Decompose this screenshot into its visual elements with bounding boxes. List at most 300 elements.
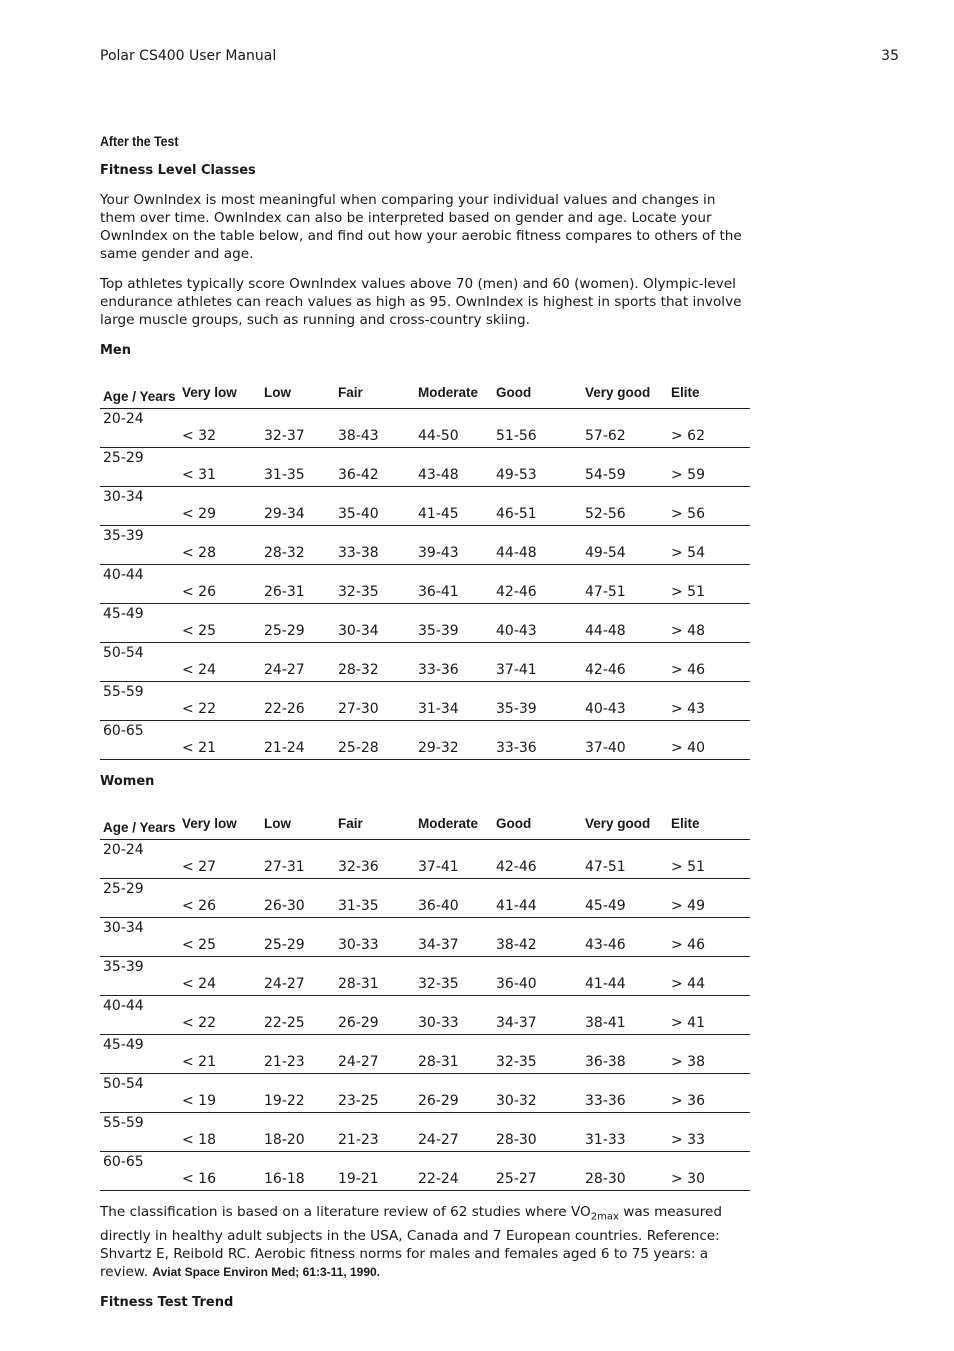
- score-value: 32-37: [264, 428, 305, 444]
- score-cell: [671, 409, 750, 448]
- score-value: > 51: [671, 859, 705, 875]
- score-cell: [338, 448, 418, 487]
- paragraph-ownindex-meaning: Your OwnIndex is most meaningful when comparing your individual values and changes in them over time. OwnIndex can also be interpreted based on gender and age. Locate your OwnIndex on the table below, and find out how your aerobic fitness compares to others of the same gender and age.: [100, 192, 742, 262]
- column-header: Very low: [182, 813, 264, 840]
- score-cell: [182, 996, 264, 1035]
- column-header: Fair: [338, 813, 418, 840]
- score-cell: [585, 1113, 671, 1152]
- score-cell: [264, 1113, 338, 1152]
- score-value: < 22: [182, 701, 216, 717]
- score-cell: [496, 448, 585, 487]
- score-value: 40-43: [585, 701, 626, 717]
- score-cell: [585, 682, 671, 721]
- score-value: 21-23: [264, 1054, 305, 1070]
- score-cell: [496, 957, 585, 996]
- score-cell: [671, 918, 750, 957]
- score-value: > 54: [671, 545, 705, 561]
- score-value: 30-34: [338, 623, 379, 639]
- score-value: 44-48: [496, 545, 537, 561]
- score-cell: [585, 1152, 671, 1191]
- score-value: 28-32: [264, 545, 305, 561]
- score-cell: [418, 409, 496, 448]
- score-value: 36-42: [338, 467, 379, 483]
- score-value: < 21: [182, 1054, 216, 1070]
- score-cell: [338, 879, 418, 918]
- score-value: 33-36: [418, 662, 459, 678]
- age-range-cell: 60-65: [100, 721, 182, 760]
- score-cell: [585, 957, 671, 996]
- score-cell: [671, 957, 750, 996]
- score-value: < 32: [182, 428, 216, 444]
- score-cell: [264, 565, 338, 604]
- score-cell: [671, 996, 750, 1035]
- score-cell: [338, 409, 418, 448]
- score-value: 44-48: [585, 623, 626, 639]
- score-cell: [182, 682, 264, 721]
- score-cell: [585, 1074, 671, 1113]
- score-cell: [585, 721, 671, 760]
- score-cell: [585, 879, 671, 918]
- score-value: < 25: [182, 937, 216, 953]
- score-value: 35-40: [338, 506, 379, 522]
- table-row: [100, 487, 750, 526]
- score-cell: [496, 409, 585, 448]
- score-value: 30-33: [418, 1015, 459, 1031]
- score-cell: [585, 487, 671, 526]
- score-cell: [418, 682, 496, 721]
- table-row: [100, 448, 750, 487]
- score-value: < 28: [182, 545, 216, 561]
- score-cell: [585, 1035, 671, 1074]
- score-cell: [264, 721, 338, 760]
- score-cell: [496, 565, 585, 604]
- score-cell: [338, 721, 418, 760]
- score-value: < 19: [182, 1093, 216, 1109]
- score-cell: [338, 487, 418, 526]
- age-range-cell: 55-59: [100, 682, 182, 721]
- score-cell: [418, 918, 496, 957]
- score-value: 31-35: [264, 467, 305, 483]
- table-row: [100, 840, 750, 879]
- score-value: 47-51: [585, 584, 626, 600]
- score-value: 42-46: [496, 859, 537, 875]
- table-row: [100, 643, 750, 682]
- score-cell: [496, 1113, 585, 1152]
- score-value: 24-27: [338, 1054, 379, 1070]
- score-value: 36-41: [418, 584, 459, 600]
- score-cell: [418, 643, 496, 682]
- age-range-cell: 30-34: [100, 918, 182, 957]
- score-cell: [418, 1113, 496, 1152]
- age-range-cell: 25-29: [100, 448, 182, 487]
- paragraph-top-athletes: Top athletes typically score OwnIndex values above 70 (men) and 60 (women). Olympic-level endurance athletes can reach values as high as 95. OwnIndex is highest in sports that involve large muscle groups, such as running and cross-country skiing.: [100, 276, 742, 328]
- score-cell: [671, 1074, 750, 1113]
- score-value: 26-29: [338, 1015, 379, 1031]
- table-row: [100, 879, 750, 918]
- score-value: > 59: [671, 467, 705, 483]
- score-cell: [182, 448, 264, 487]
- score-cell: [182, 487, 264, 526]
- score-cell: [338, 1152, 418, 1191]
- score-value: 57-62: [585, 428, 626, 444]
- age-range-cell: 40-44: [100, 565, 182, 604]
- table-row: [100, 526, 750, 565]
- column-header: Age / Years: [100, 382, 182, 409]
- score-cell: [496, 1035, 585, 1074]
- table-row: [100, 1113, 750, 1152]
- score-value: 26-31: [264, 584, 305, 600]
- column-header: Very good: [585, 813, 671, 840]
- age-range-cell: 45-49: [100, 1035, 182, 1074]
- score-value: < 27: [182, 859, 216, 875]
- score-value: 23-25: [338, 1093, 379, 1109]
- score-cell: [671, 526, 750, 565]
- score-value: 37-41: [496, 662, 537, 678]
- age-range-cell: 30-34: [100, 487, 182, 526]
- column-header: Age / Years: [100, 813, 182, 840]
- column-header: Moderate: [418, 813, 496, 840]
- score-cell: [585, 526, 671, 565]
- score-cell: [182, 409, 264, 448]
- page-content: [100, 133, 750, 1310]
- score-value: 41-44: [585, 976, 626, 992]
- score-cell: [496, 604, 585, 643]
- score-cell: [182, 721, 264, 760]
- score-value: < 22: [182, 1015, 216, 1031]
- score-value: 42-46: [496, 584, 537, 600]
- classification-note: [100, 1203, 750, 1281]
- score-value: 31-34: [418, 701, 459, 717]
- column-header: Good: [496, 382, 585, 409]
- score-value: < 26: [182, 584, 216, 600]
- score-value: 32-36: [338, 859, 379, 875]
- table-row: [100, 721, 750, 760]
- score-cell: [496, 1074, 585, 1113]
- score-cell: [182, 1074, 264, 1113]
- score-value: > 43: [671, 701, 705, 717]
- score-cell: [418, 526, 496, 565]
- score-value: 33-36: [496, 740, 537, 756]
- score-value: 40-43: [496, 623, 537, 639]
- score-value: 24-27: [264, 662, 305, 678]
- score-cell: [496, 487, 585, 526]
- score-value: 38-41: [585, 1015, 626, 1031]
- score-value: 29-34: [264, 506, 305, 522]
- score-value: > 56: [671, 506, 705, 522]
- score-cell: [418, 448, 496, 487]
- score-value: 49-54: [585, 545, 626, 561]
- table-row: [100, 1074, 750, 1113]
- score-value: 35-39: [418, 623, 459, 639]
- score-value: < 25: [182, 623, 216, 639]
- score-cell: [182, 879, 264, 918]
- score-cell: [418, 996, 496, 1035]
- score-value: 26-29: [418, 1093, 459, 1109]
- score-cell: [671, 840, 750, 879]
- score-value: 19-21: [338, 1171, 379, 1187]
- score-cell: [418, 879, 496, 918]
- score-value: > 51: [671, 584, 705, 600]
- score-value: 24-27: [264, 976, 305, 992]
- score-value: 35-39: [496, 701, 537, 717]
- score-cell: [264, 682, 338, 721]
- score-cell: [182, 604, 264, 643]
- score-cell: [496, 643, 585, 682]
- age-range-cell: 35-39: [100, 957, 182, 996]
- score-value: 36-38: [585, 1054, 626, 1070]
- column-header: Very low: [182, 382, 264, 409]
- score-value: 28-30: [585, 1171, 626, 1187]
- score-cell: [418, 840, 496, 879]
- score-cell: [182, 1035, 264, 1074]
- column-header: Fair: [338, 382, 418, 409]
- score-cell: [338, 565, 418, 604]
- score-cell: [264, 996, 338, 1035]
- score-cell: [264, 643, 338, 682]
- score-cell: [338, 918, 418, 957]
- score-value: 31-33: [585, 1132, 626, 1148]
- score-value: 28-30: [496, 1132, 537, 1148]
- score-cell: [264, 840, 338, 879]
- table-row: [100, 918, 750, 957]
- score-value: 47-51: [585, 859, 626, 875]
- score-value: > 33: [671, 1132, 705, 1148]
- score-cell: [182, 1152, 264, 1191]
- score-value: 51-56: [496, 428, 537, 444]
- score-cell: [418, 1074, 496, 1113]
- score-cell: [338, 1113, 418, 1152]
- score-value: > 62: [671, 428, 705, 444]
- score-value: > 46: [671, 662, 705, 678]
- score-cell: [671, 604, 750, 643]
- score-value: 21-23: [338, 1132, 379, 1148]
- score-value: 29-32: [418, 740, 459, 756]
- score-value: 31-35: [338, 898, 379, 914]
- score-value: 25-29: [264, 623, 305, 639]
- score-value: 34-37: [496, 1015, 537, 1031]
- score-value: 25-27: [496, 1171, 537, 1187]
- score-cell: [671, 1152, 750, 1191]
- score-cell: [264, 1152, 338, 1191]
- score-value: 52-56: [585, 506, 626, 522]
- score-cell: [585, 604, 671, 643]
- score-value: 25-28: [338, 740, 379, 756]
- score-value: 22-26: [264, 701, 305, 717]
- score-value: 30-32: [496, 1093, 537, 1109]
- score-value: < 21: [182, 740, 216, 756]
- score-value: 16-18: [264, 1171, 305, 1187]
- note-text-before: The classification is based on a literature review of 62 studies where VO: [100, 1204, 591, 1220]
- score-value: 34-37: [418, 937, 459, 953]
- men-fitness-table: [100, 382, 750, 760]
- score-cell: [671, 1113, 750, 1152]
- score-cell: [264, 409, 338, 448]
- score-value: 33-38: [338, 545, 379, 561]
- score-cell: [671, 487, 750, 526]
- score-value: 25-29: [264, 937, 305, 953]
- score-value: > 38: [671, 1054, 705, 1070]
- score-cell: [264, 1035, 338, 1074]
- score-value: < 29: [182, 506, 216, 522]
- score-cell: [671, 879, 750, 918]
- score-value: 41-45: [418, 506, 459, 522]
- table-row: [100, 604, 750, 643]
- score-value: 32-35: [338, 584, 379, 600]
- note-subscript: 2max: [590, 1211, 619, 1223]
- score-value: 27-31: [264, 859, 305, 875]
- score-value: 54-59: [585, 467, 626, 483]
- table-row: [100, 1035, 750, 1074]
- score-cell: [264, 448, 338, 487]
- column-header: Moderate: [418, 382, 496, 409]
- score-cell: [585, 565, 671, 604]
- score-value: 36-40: [418, 898, 459, 914]
- score-value: 19-22: [264, 1093, 305, 1109]
- score-cell: [182, 565, 264, 604]
- table-row: [100, 565, 750, 604]
- women-fitness-table: [100, 813, 750, 1191]
- score-value: 36-40: [496, 976, 537, 992]
- age-range-cell: 20-24: [100, 409, 182, 448]
- score-cell: [671, 565, 750, 604]
- score-value: > 46: [671, 937, 705, 953]
- score-value: 27-30: [338, 701, 379, 717]
- score-value: 21-24: [264, 740, 305, 756]
- score-cell: [496, 526, 585, 565]
- score-value: 28-31: [338, 976, 379, 992]
- score-cell: [585, 643, 671, 682]
- score-cell: [182, 957, 264, 996]
- score-cell: [496, 840, 585, 879]
- men-table-header-row: [100, 382, 750, 409]
- score-cell: [496, 879, 585, 918]
- score-cell: [264, 526, 338, 565]
- score-cell: [338, 526, 418, 565]
- score-value: 38-43: [338, 428, 379, 444]
- score-cell: [585, 448, 671, 487]
- score-cell: [496, 996, 585, 1035]
- score-cell: [671, 1035, 750, 1074]
- score-value: 30-33: [338, 937, 379, 953]
- age-range-cell: 55-59: [100, 1113, 182, 1152]
- section-title: After the Test: [100, 133, 179, 149]
- column-header: Elite: [671, 813, 750, 840]
- score-value: 26-30: [264, 898, 305, 914]
- score-cell: [182, 918, 264, 957]
- score-cell: [264, 879, 338, 918]
- score-value: 38-42: [496, 937, 537, 953]
- score-cell: [418, 1152, 496, 1191]
- column-header: Very good: [585, 382, 671, 409]
- score-value: < 26: [182, 898, 216, 914]
- score-cell: [671, 682, 750, 721]
- score-value: < 18: [182, 1132, 216, 1148]
- score-cell: [585, 840, 671, 879]
- column-header: Low: [264, 382, 338, 409]
- score-value: 45-49: [585, 898, 626, 914]
- score-cell: [418, 565, 496, 604]
- score-cell: [418, 604, 496, 643]
- score-cell: [338, 1074, 418, 1113]
- score-cell: [338, 604, 418, 643]
- subsection-title: Fitness Level Classes: [100, 163, 256, 178]
- table-row: [100, 409, 750, 448]
- score-cell: [264, 1074, 338, 1113]
- score-value: 46-51: [496, 506, 537, 522]
- score-cell: [338, 996, 418, 1035]
- score-cell: [496, 1152, 585, 1191]
- score-cell: [418, 721, 496, 760]
- score-value: < 24: [182, 662, 216, 678]
- table-row: [100, 996, 750, 1035]
- score-cell: [264, 487, 338, 526]
- score-value: > 49: [671, 898, 705, 914]
- score-value: 22-25: [264, 1015, 305, 1031]
- score-cell: [264, 604, 338, 643]
- column-header: Low: [264, 813, 338, 840]
- score-value: 42-46: [585, 662, 626, 678]
- score-value: < 16: [182, 1171, 216, 1187]
- women-table-title: Women: [100, 774, 155, 789]
- score-value: 32-35: [418, 976, 459, 992]
- table-row: [100, 957, 750, 996]
- score-value: > 30: [671, 1171, 705, 1187]
- score-value: 44-50: [418, 428, 459, 444]
- score-value: > 36: [671, 1093, 705, 1109]
- score-value: 28-32: [338, 662, 379, 678]
- score-value: 33-36: [585, 1093, 626, 1109]
- score-cell: [338, 1035, 418, 1074]
- score-cell: [418, 957, 496, 996]
- score-value: 43-48: [418, 467, 459, 483]
- score-value: 28-31: [418, 1054, 459, 1070]
- score-value: 43-46: [585, 937, 626, 953]
- score-cell: [585, 409, 671, 448]
- table-row: [100, 682, 750, 721]
- score-cell: [182, 840, 264, 879]
- score-value: < 24: [182, 976, 216, 992]
- men-table-title: Men: [100, 343, 132, 358]
- score-value: 24-27: [418, 1132, 459, 1148]
- score-cell: [418, 487, 496, 526]
- score-value: > 41: [671, 1015, 705, 1031]
- table-row: [100, 1152, 750, 1191]
- score-value: 39-43: [418, 545, 459, 561]
- score-cell: [585, 918, 671, 957]
- score-cell: [496, 682, 585, 721]
- age-range-cell: 40-44: [100, 996, 182, 1035]
- column-header: Good: [496, 813, 585, 840]
- score-value: 41-44: [496, 898, 537, 914]
- women-table-header-row: [100, 813, 750, 840]
- page-number: 35: [881, 48, 899, 64]
- age-range-cell: 20-24: [100, 840, 182, 879]
- column-header: Elite: [671, 382, 750, 409]
- note-text-after: was measured directly in healthy adult subjects in the USA, Canada and 7 European countries. Reference: Shvartz E, Reibold RC. Aerobic fitness norms for males and females aged 6 to 75 years: a review.: [100, 1204, 722, 1280]
- score-value: 22-24: [418, 1171, 459, 1187]
- fitness-test-trend-heading: Fitness Test Trend: [100, 1294, 234, 1310]
- score-cell: [182, 1113, 264, 1152]
- score-cell: [671, 448, 750, 487]
- age-range-cell: 60-65: [100, 1152, 182, 1191]
- score-cell: [496, 918, 585, 957]
- score-cell: [182, 526, 264, 565]
- score-value: < 31: [182, 467, 216, 483]
- score-cell: [338, 682, 418, 721]
- score-value: 49-53: [496, 467, 537, 483]
- note-citation: Aviat Space Environ Med; 61:3-11, 1990.: [152, 1264, 381, 1279]
- score-cell: [264, 957, 338, 996]
